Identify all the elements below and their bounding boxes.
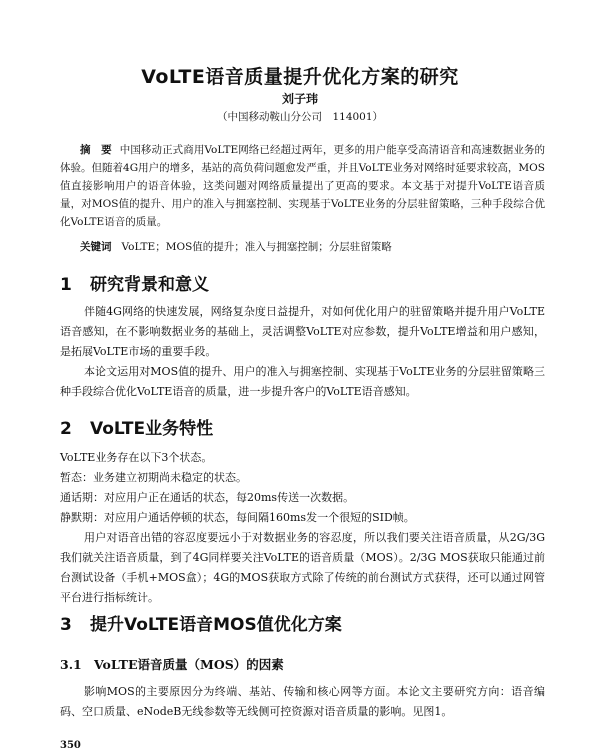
section-title: 研究背景和意义 bbox=[90, 275, 209, 295]
keywords bbox=[80, 239, 550, 254]
abstract-label: 摘 要 bbox=[80, 144, 112, 156]
page-number: 350 bbox=[60, 740, 81, 751]
subsection-title: VoLTE语音质量（MOS）的因素 bbox=[94, 657, 284, 672]
section-number: 3 bbox=[60, 615, 72, 635]
section-number: 2 bbox=[60, 419, 72, 439]
keywords-text: VoLTE；MOS值的提升；准入与拥塞控制；分层驻留策略 bbox=[121, 241, 392, 253]
paragraph: 通话期：对应用户正在通话的状态，每20ms传送一次数据。 bbox=[60, 491, 355, 504]
paragraph: 伴随4G网络的快速发展，网络复杂度日益提升，对如何优化用户的驻留策略并提升用户VoLTE语音感知，在不影响数据业务的基础上，灵活调整VoLTE对应参数，提升VoLTE增益和用户感知，是拓展VoLTE市场的重要手段。 bbox=[60, 305, 545, 358]
paragraph: 本论文运用对MOS值的提升、用户的准入与拥塞控制、实现基于VoLTE业务的分层驻留策略三种手段综合优化VoLTE语音的质量，进一步提升客户的VoLTE语音感知。 bbox=[60, 365, 545, 398]
paragraph: VoLTE业务存在以下3个状态。 bbox=[60, 451, 213, 464]
abstract bbox=[60, 141, 545, 231]
author-name: 刘子玮 bbox=[281, 92, 318, 106]
paragraph: 静默期：对应用户通话停顿的状态，每间隔160ms发一个很短的SID帧。 bbox=[60, 511, 415, 524]
section-heading-3 bbox=[60, 610, 342, 635]
section-heading-2 bbox=[60, 414, 213, 439]
section-title: VoLTE业务特性 bbox=[90, 419, 214, 439]
section-title: 提升VoLTE语音MOS值优化方案 bbox=[90, 615, 342, 635]
subsection-number: 3.1 bbox=[60, 657, 82, 672]
paragraph: 用户对语音出错的容忍度要远小于对数据业务的容忍度，所以我们要关注语音质量，从2G/3G我们就关注语音质量，到了4G同样要关注VoLTE的语音质量（MOS）。2/3G MOS获取只能通过前台测试设备（手机+MOS盒）；4G的MOS获取方式除了传统的前台测试方式获得，还可以通过网管平台进行指标统计。 bbox=[60, 531, 545, 604]
paragraph: 影响MOS的主要原因分为终端、基站、传输和核心网等方面。本论文主要研究方向：语音编码、空口质量、eNodeB无线参数等无线侧可控资源对语音质量的影响。见图1。 bbox=[60, 685, 545, 718]
section-heading-1 bbox=[60, 270, 209, 295]
section-number: 1 bbox=[60, 275, 72, 295]
paper-title: VoLTE语音质量提升优化方案的研究 bbox=[141, 66, 459, 88]
author-affiliation: （中国移动鞍山分公司 114001） bbox=[216, 111, 384, 123]
abstract-text: 中国移动正式商用VoLTE网络已经超过两年，更多的用户能享受高清语音和高速数据业务的体验。但随着4G用户的增多，基站的高负荷问题愈发严重，并且VoLTE业务对网络时延要求较高，MOS值直接影响用户的语音体验，这类问题对网络质量提出了更高的要求。本文基于对提升VoLTE语音质量，对MOS值的提升、用户的准入与拥塞控制、实现基于VoLTE业务的分层驻留策略，三种手段综合优化VoLTE语音的质量。 bbox=[60, 144, 545, 228]
paragraph: 暂态：业务建立初期尚未稳定的状态。 bbox=[60, 471, 247, 484]
keywords-label: 关键词 bbox=[80, 241, 112, 253]
section-2-body bbox=[60, 448, 545, 608]
subsection-heading-3-1 bbox=[60, 655, 284, 673]
section-1-body bbox=[60, 302, 545, 402]
subsection-3-1-body bbox=[60, 682, 545, 722]
